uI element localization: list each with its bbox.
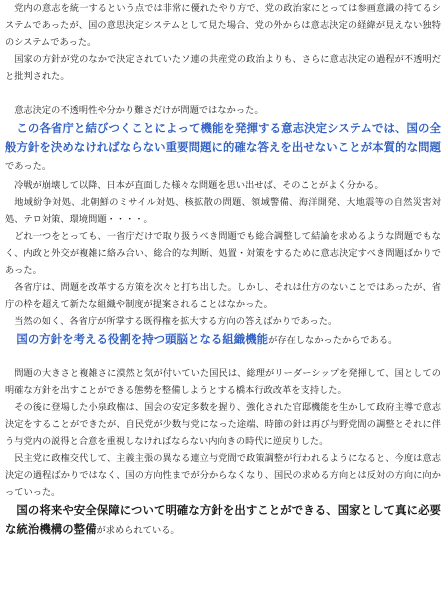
paragraph-complex-problems: どれ一つをとっても、一省庁だけで取り扱うべき問題でも総合調整して結論を求めるような問題でもなく、内政と外交が複雑に絡み合い、総合的な判断、処置・対策をするために意志決定すべき問題ばかりであった。 [5, 230, 441, 276]
paragraph-dpj-era: 民主党に政権交代して、主義主張の異なる連立与党間で政策調整が行われるようになると、今度は意志決定の過程ばかりではなく、国の方向性までが分からなくなり、国民の求める方向とは反対の方向に向かっていった。 [5, 453, 441, 498]
paragraph-ministry-reforms: 各省庁は、問題を改革する方策を次々と打ち出した。しかし、それは仕方のないことではあったが、省庁の枠を超えて新たな組織や制度が提案されることはなかった。 [5, 281, 441, 310]
paragraph-governance-need [5, 501, 441, 540]
paragraph-hashimoto-reform: 問題の大きさと複雑さに漠然と気が付いていた国民は、総理がリーダーシップを発揮して、国としての明確な方針を出すことができる態勢を整備しようとする橋本行政改革を支持した。 [5, 368, 441, 396]
paragraph-ldp-system: 党内の意志を統一するという点では非常に優れたやり方で、党の政治家にとっては参画意識の持てるシステムであったが、国の意思決定システムとして見た場合、党の外からは意志決定の経緯が見えない独特のシステムであった。 [5, 3, 441, 48]
essential-problem-tail: であった。 [5, 161, 52, 172]
paragraph-cold-war: 冷戦が崩壊して以降、日本が直面した様々な問題を思い出せば、そのことがよく分かる。 [14, 179, 384, 191]
paragraph-gap [5, 85, 441, 102]
paragraph-opacity-issue: 意志決定の不透明性や分かり難さだけが問題ではなかった。 [14, 105, 264, 116]
paragraph-koizumi-era: その後に登場した小泉政権は、国会の安定多数を握り、強化された官邸機能を生かして政府主導で意志決定をすることができたが、自民党が少数与党になった途端、時節の針は再び与野党間の調整とそれに伴う与党内の説得と合意を重視しなければならない内向きの時代に逆戻りした。 [5, 402, 441, 447]
paragraph-issues-list: 地域紛争対処、北朝鮮のミサイル対処、核拡散の問題、領域警備、海洋開発、大地震等の自然災害対処、テロ対策、環境問題・・・・。 [5, 196, 441, 225]
paragraph-essential-problem [5, 119, 441, 177]
missing-brain-tail: が存在しなかったからである。 [268, 334, 398, 346]
missing-brain-highlight: 国の方針を考える役割を持つ頭脳となる組織機能 [16, 331, 269, 346]
paragraph-soviet-comparison: 国家の方針が党のなかで決定されていたソ連の共産党の政治よりも、さらに意志決定の過程が不透明だと批判された。 [5, 54, 441, 82]
governance-need-highlight: 国の将来や安全保障について明確な方針を出すことができる、国家として真に必要な統治機構の整備 [5, 503, 441, 536]
essential-problem-highlight: この各省庁と結びつくことによって機能を発揮する意志決定システムでは、国の全般方針を決めなければならない重要問題に的確な答えを出せないことが本質的な問題 [5, 121, 441, 154]
paragraph-vested-interests: 当然の如く、各省庁が所掌する既得権を拡大する方向の答えばかりであった。 [14, 315, 338, 327]
paragraph-missing-brain [5, 330, 441, 351]
governance-need-tail: が求められている。 [96, 524, 180, 536]
paragraph-gap [5, 350, 441, 365]
